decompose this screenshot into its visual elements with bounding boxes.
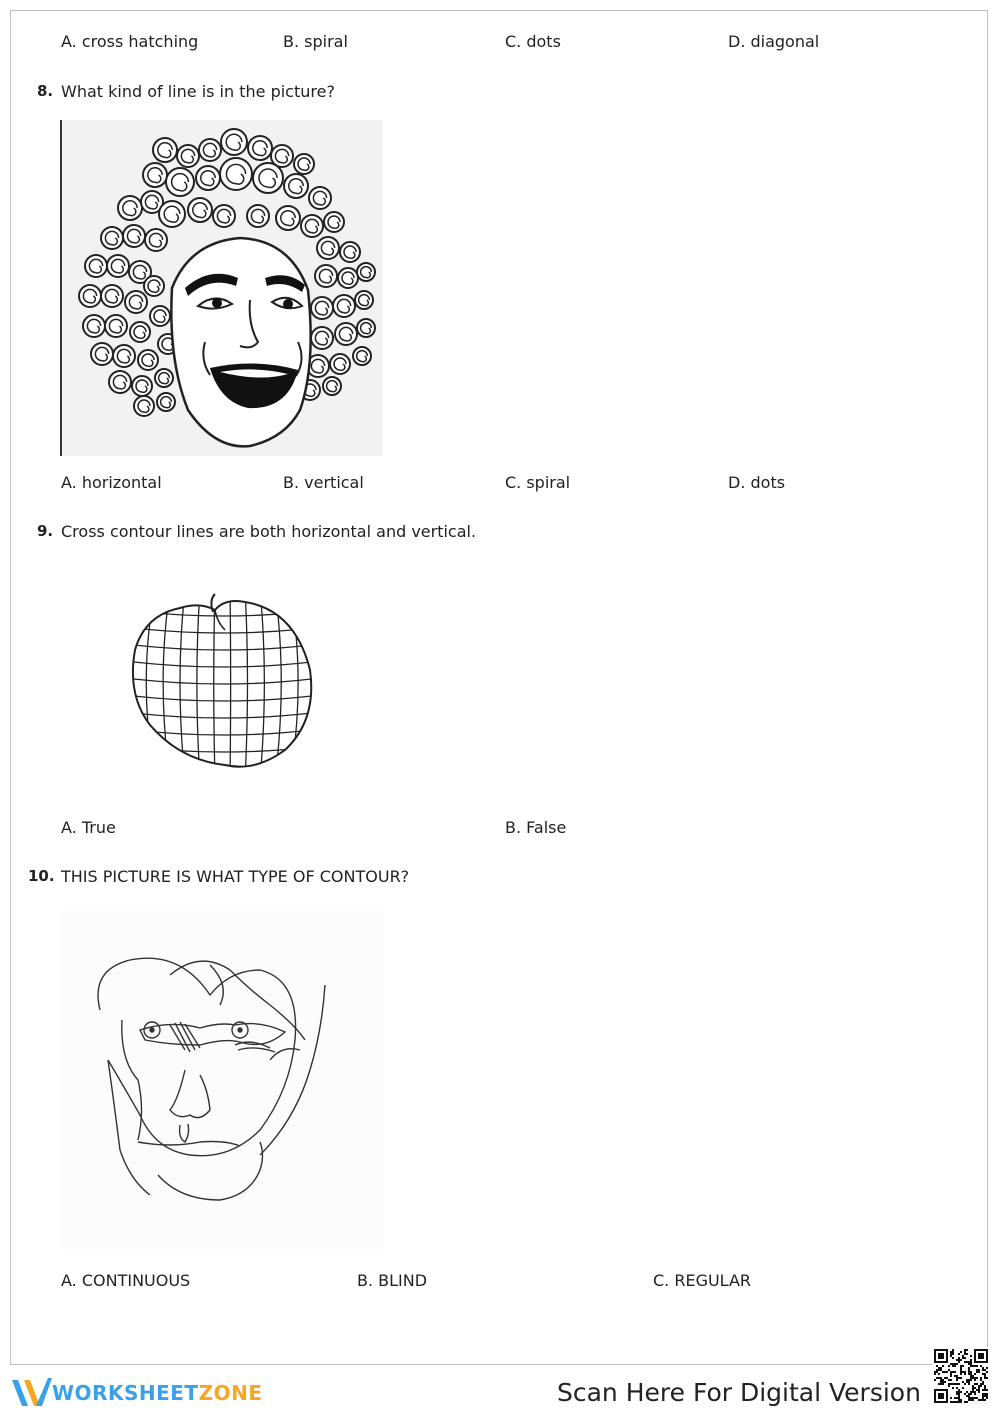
prev-option-a[interactable]: A. cross hatching: [61, 32, 199, 51]
worksheetzone-logo-icon: [10, 1376, 52, 1410]
cross-contour-apple-drawing-icon: [125, 590, 320, 775]
question-8-option-d[interactable]: D. dots: [728, 473, 786, 492]
qr-code-icon[interactable]: [932, 1347, 990, 1405]
curly-hair-face-drawing-icon: [60, 120, 383, 456]
question-9-option-b[interactable]: B. False: [505, 818, 567, 837]
prev-option-d[interactable]: D. diagonal: [728, 32, 820, 51]
logo-text-worksheet: WORKSHEET: [52, 1381, 199, 1405]
question-10-text: THIS PICTURE IS WHAT TYPE OF CONTOUR?: [61, 867, 410, 886]
question-10-option-c[interactable]: C. REGULAR: [653, 1271, 752, 1290]
logo-text-zone: ZONE: [198, 1381, 263, 1405]
question-10-option-a[interactable]: A. CONTINUOUS: [61, 1271, 191, 1290]
question-8-text: What kind of line is in the picture?: [61, 82, 335, 101]
worksheetzone-logo[interactable]: [10, 1375, 262, 1411]
question-9-option-a[interactable]: A. True: [61, 818, 116, 837]
blind-contour-portrait-drawing-icon: [60, 910, 385, 1250]
question-9-text: Cross contour lines are both horizontal and vertical.: [61, 522, 477, 541]
question-10-option-b[interactable]: B. BLIND: [357, 1271, 428, 1290]
question-10-number: 10.: [28, 867, 55, 885]
prev-option-c[interactable]: C. dots: [505, 32, 561, 51]
question-8-option-a[interactable]: A. horizontal: [61, 473, 162, 492]
prev-option-b[interactable]: B. spiral: [283, 32, 348, 51]
question-9-number: 9.: [37, 522, 54, 540]
question-8-option-b[interactable]: B. vertical: [283, 473, 364, 492]
question-8-option-c[interactable]: C. spiral: [505, 473, 571, 492]
scan-here-text: Scan Here For Digital Version: [557, 1378, 921, 1407]
question-8-number: 8.: [37, 82, 54, 100]
